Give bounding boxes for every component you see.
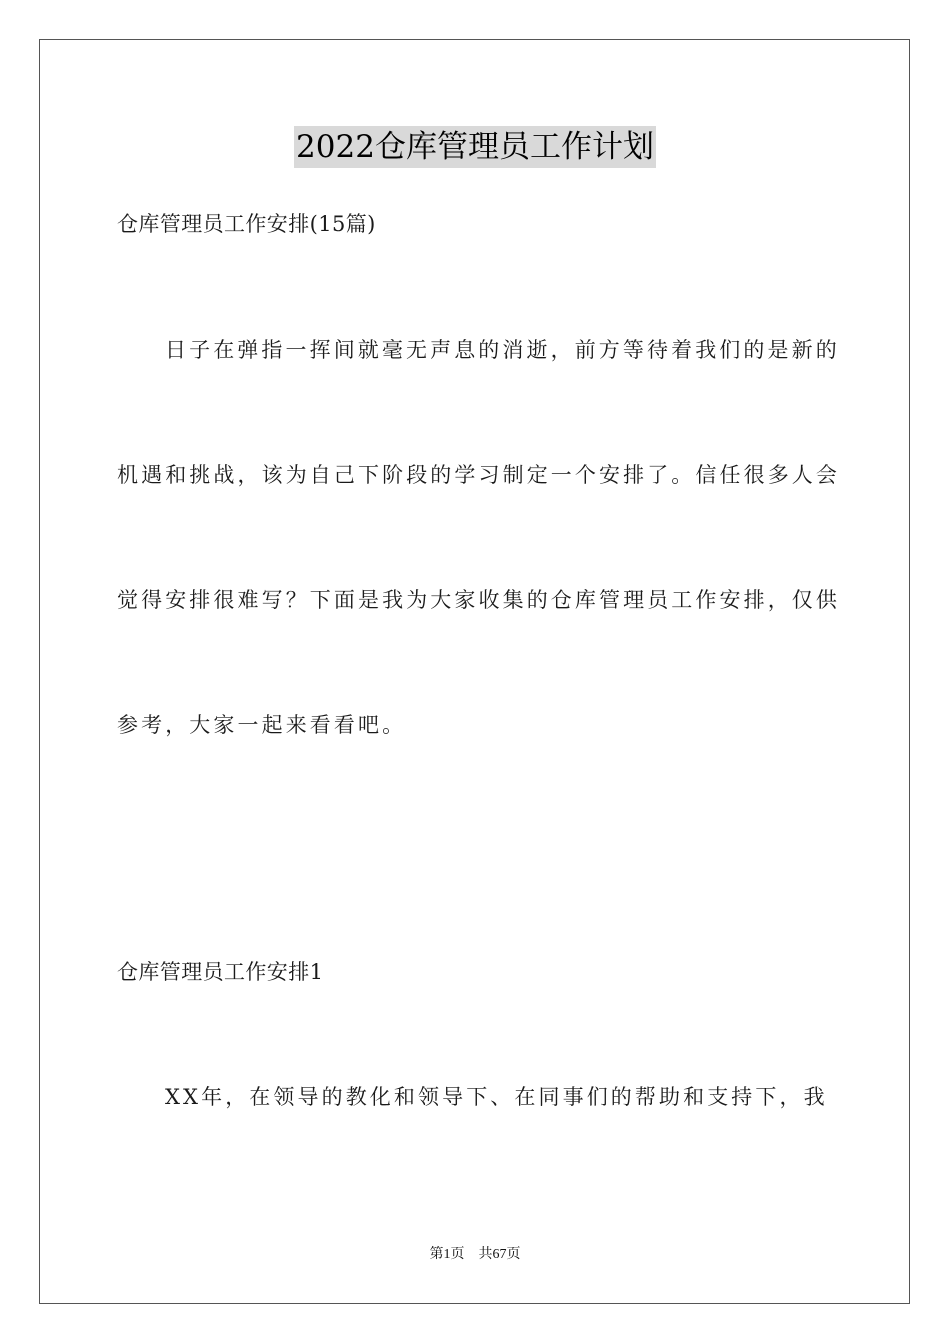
document-title: 2022仓库管理员工作计划 — [294, 126, 656, 168]
title-container — [0, 126, 950, 168]
intro-line-3: 觉得安排很难写？下面是我为大家收集的仓库管理员工作安排，仅供 — [117, 588, 840, 612]
document-subtitle: 仓库管理员工作安排(15篇) — [117, 212, 376, 236]
intro-line-4: 参考，大家一起来看看吧。 — [117, 713, 407, 737]
section-heading: 仓库管理员工作安排1 — [117, 960, 324, 984]
section-paragraph-line-1: XX年，在领导的教化和领导下、在同事们的帮助和支持下，我 — [165, 1085, 828, 1109]
intro-line-1: 日子在弹指一挥间就毫无声息的消逝，前方等待着我们的是新的 — [165, 338, 840, 362]
page-total: 共67页 — [478, 1247, 521, 1262]
page-footer — [0, 1246, 950, 1264]
intro-line-2: 机遇和挑战，该为自己下阶段的学习制定一个安排了。信任很多人会 — [117, 463, 840, 487]
page-number: 第1页 — [429, 1247, 465, 1262]
